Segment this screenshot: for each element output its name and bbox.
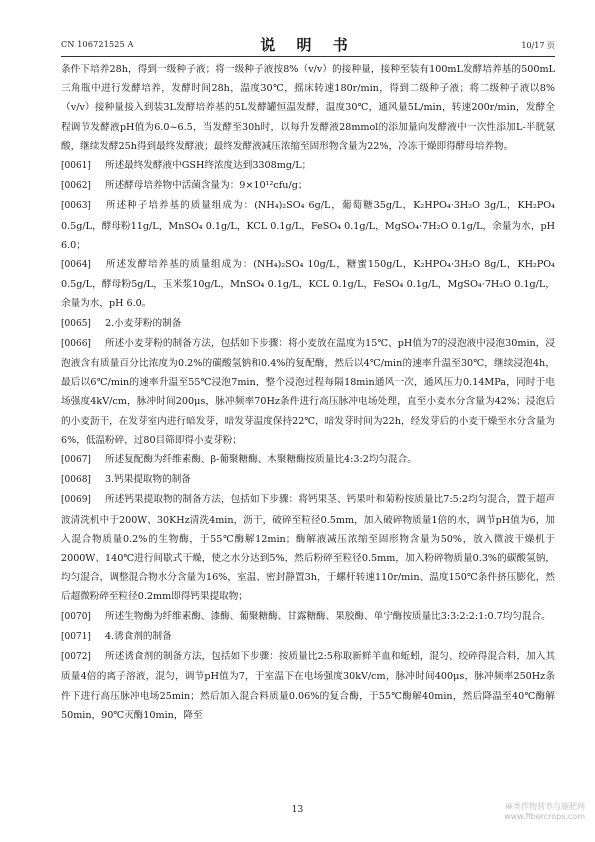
numbered-paragraph (61, 607, 555, 627)
numbered-paragraph (61, 627, 555, 647)
paragraph-text: 4.诱食剂的制备 (105, 630, 172, 642)
paragraph-text: 所述诱食剂的制备方法，包括如下步骤：按质量比2:5称取新鲜羊血和蚯蚓，混匀、绞碎得混合料，加入其质量4倍的离子溶液，混匀，调节pH值为7，于室温下在电场强度30kV/cm，脉冲时间400μs，脉冲频率250Hz条件下进行高压脉冲电场25min；然后加入混合料质量0.06%的复合酶，于55℃酶解40min，然后降温至40℃酶解50min，90℃灭酶10min，降至 (61, 651, 555, 721)
numbered-paragraph (61, 334, 555, 450)
paragraph-number: [0072] (61, 652, 91, 663)
paragraph-text: 2.小麦芽粉的制备 (105, 317, 182, 329)
page-number: 13 (291, 805, 304, 815)
paragraph-text: 所述生物酶为纤维素酶、漆酶、葡聚糖酶、甘露糖酶、果胶酶、单宁酶按质量比3:3:2:2:1:0.7均匀混合。 (105, 610, 551, 622)
paragraph-text: 所述种子培养基的质量组成为：(NH₄)₂SO₄ 6g/L，葡萄糖35g/L，K₂HPO₄·3H₂O 3g/L，KH₂PO₄ 0.5g/L，酵母粉11g/L，MnSO₄ 0.1g/L，KCL 0.1g/L，FeSO₄ 0.1g/L，MgSO₄·7H₂O 0.1g/L，余量为水，pH 6.0； (61, 200, 555, 251)
numbered-paragraph (61, 196, 555, 255)
numbered-paragraph (61, 490, 555, 606)
paragraph-text: 所述复配酶为纤维素酶、β-葡聚糖酶、木聚糖酶按质量比4:3:2均匀混合。 (105, 454, 417, 466)
numbered-paragraph (61, 470, 555, 490)
paragraph-text: 所述小麦芽粉的制备方法，包括如下步骤：将小麦放在温度为15℃、pH值为7的浸泡液中浸泡30min，浸泡液含有质量百分比浓度为0.2%的碳酸氢钠和0.4%的复配酶，然后以4℃/min的速率升温至30℃，继续浸泡4h，最后以6℃/min的速率升温至55℃浸泡7min，整个浸泡过程每隔18min通风一次，通风压力0.14MPa，同时于电场强度4kV/cm，脉冲时间200μs，脉冲频率70Hz条件进行高压脉冲电场处理，直至小麦水分含量为42%；浸泡后的小麦沥干，在发芽室内进行暗发芽，暗发芽温度保持22℃，暗发芽时间为22h，经发芽后的小麦干燥至水分含量为6%，低温粉碎，过80目筛即得小麦芽粉； (61, 337, 555, 446)
intro-paragraph: 条件下培养28h，得到一级种子液；将一级种子液按8%（v/v）的接种量，接种至装有100mL发酵培养基的500mL三角瓶中进行发酵培养，发酵时间28h，温度30℃，摇床转速180r/min，得到二级种子液；将二级种子液以8%（v/v）接种量接入到装3L发酵培养基的5L发酵罐恒温发酵，温度30℃，通风量5L/min，转速200r/min，发酵全程调节发酵液pH值为6.0~6.5，当发酵至30h时，以每升发酵液28mmol的添加量向发酵液中一次性添加L-半胱氨酸，继续发酵25h得到最终发酵液；最终发酵液减压浓缩至固形物含量为22%，冷冻干燥即得酵母培养物。 (61, 64, 555, 152)
paragraph-number: [0065] (61, 318, 91, 329)
paragraph-number: [0067] (61, 455, 91, 466)
paragraph-number: [0064] (61, 260, 91, 271)
numbered-paragraph (61, 647, 555, 725)
numbered-paragraph (61, 450, 555, 470)
paragraph-number: [0066] (61, 338, 91, 349)
document-body (61, 60, 555, 725)
numbered-paragraph (61, 314, 555, 334)
paragraph-number: [0068] (61, 475, 91, 486)
paragraph-text: 所述酵母培养物中活菌含量为：9×10¹²cfu/g； (105, 180, 308, 192)
paragraph-text: 所述最终发酵液中GSH终浓度达到3308mg/L； (105, 160, 312, 172)
paragraph-list (61, 156, 555, 725)
paragraph-number: [0069] (61, 495, 91, 506)
paragraph-number: [0063] (61, 201, 91, 212)
patent-number: CN 106721525 A (61, 40, 134, 49)
watermark-line2: www.fibercrops.com (504, 812, 585, 821)
paragraph-number: [0062] (61, 181, 91, 192)
numbered-paragraph (61, 255, 555, 314)
numbered-paragraph (61, 156, 555, 176)
numbered-paragraph (61, 176, 555, 196)
paragraph-text: 所述发酵培养基的质量组成为：(NH₄)₂SO₄ 10g/L，糖蜜150g/L，K₂HPO₄·3H₂O 8g/L，KH₂PO₄ 0.5g/L，酵母粉5g/L，玉米浆10g/L，MnSO₄ 0.1g/L，KCL 0.1g/L，FeSO₄ 0.1g/L，MgSO₄·7H₂O 0.1g/L，余量为水，pH 6.0。 (61, 259, 555, 310)
paragraph-text: 所述钙果提取物的制备方法，包括如下步骤：将钙果茎、钙果叶和菊粉按质量比7:5:2均匀混合，置于超声波清洗机中于200W、30KHz清洗4min，沥干，破碎至粒径0.5mm，加入破碎物质量1倍的水，调节pH值为6，加入混合物质量0.2%的生物酶，于55℃酶解12min；酶解液减压浓缩至固形物含量为50%，放入微波干燥机于2000W、140℃进行间歇式干燥，使之水分达到5%，然后粉碎至粒径0.5mm，加入粉碎物质量0.3%的碳酸氢钠，均匀混合，调整混合物水分含量为16%，室温、密封静置3h，于螺杆转速110r/min、温度150℃条件挤压膨化，然后超微粉碎至粒径0.2mm即得钙果提取物； (61, 494, 555, 603)
watermark-line1: 麻类作物营养与施肥网 (505, 802, 585, 811)
page-count: 10/17 页 (521, 41, 555, 50)
site-watermark (504, 802, 585, 822)
paragraph-number: [0071] (61, 631, 91, 642)
page-header (61, 34, 555, 57)
document-title: 说 明 书 (260, 36, 356, 54)
paragraph-number: [0061] (61, 161, 91, 172)
paragraph-number: [0070] (61, 611, 91, 622)
paragraph-text: 3.钙果提取物的制备 (105, 474, 191, 486)
